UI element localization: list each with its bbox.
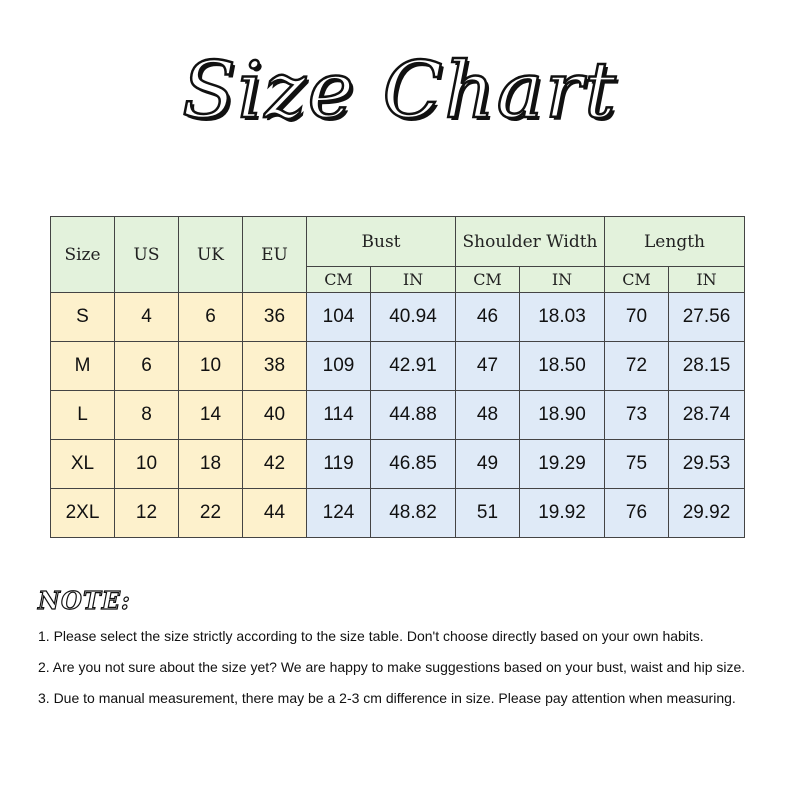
cell-shoulder-cm: 48 xyxy=(456,391,520,440)
header-shoulder-width: Shoulder Width xyxy=(456,217,605,267)
cell-us: 12 xyxy=(115,489,179,538)
cell-shoulder-cm: 47 xyxy=(456,342,520,391)
cell-uk: 10 xyxy=(179,342,243,391)
cell-size: M xyxy=(51,342,115,391)
cell-us: 6 xyxy=(115,342,179,391)
cell-length-in: 29.92 xyxy=(669,489,745,538)
header-bust-in: IN xyxy=(371,267,456,293)
cell-length-cm: 76 xyxy=(605,489,669,538)
cell-size: L xyxy=(51,391,115,440)
cell-bust-in: 44.88 xyxy=(371,391,456,440)
table-row xyxy=(51,342,745,391)
header-length-in: IN xyxy=(669,267,745,293)
cell-shoulder-in: 18.50 xyxy=(520,342,605,391)
cell-shoulder-in: 19.92 xyxy=(520,489,605,538)
cell-length-in: 27.56 xyxy=(669,293,745,342)
cell-eu: 36 xyxy=(243,293,307,342)
header-shoulder-cm: CM xyxy=(456,267,520,293)
cell-us: 10 xyxy=(115,440,179,489)
cell-bust-in: 48.82 xyxy=(371,489,456,538)
cell-bust-cm: 109 xyxy=(307,342,371,391)
header-length: Length xyxy=(605,217,745,267)
cell-length-in: 28.74 xyxy=(669,391,745,440)
header-us: US xyxy=(115,217,179,293)
cell-uk: 22 xyxy=(179,489,243,538)
cell-uk: 14 xyxy=(179,391,243,440)
header-length-cm: CM xyxy=(605,267,669,293)
cell-eu: 38 xyxy=(243,342,307,391)
header-shoulder-in: IN xyxy=(520,267,605,293)
page-title: Size Chart xyxy=(182,46,618,136)
cell-size: XL xyxy=(51,440,115,489)
table-row xyxy=(51,391,745,440)
cell-length-in: 29.53 xyxy=(669,440,745,489)
cell-length-in: 28.15 xyxy=(669,342,745,391)
note-item: 1. Please select the size strictly according to the size table. Don't choose directly based on your own habits. xyxy=(38,628,704,644)
cell-length-cm: 70 xyxy=(605,293,669,342)
header-uk: UK xyxy=(179,217,243,293)
header-bust-cm: CM xyxy=(307,267,371,293)
cell-size: 2XL xyxy=(51,489,115,538)
cell-bust-in: 46.85 xyxy=(371,440,456,489)
cell-bust-cm: 124 xyxy=(307,489,371,538)
cell-shoulder-in: 18.90 xyxy=(520,391,605,440)
cell-us: 8 xyxy=(115,391,179,440)
table-row xyxy=(51,440,745,489)
header-bust: Bust xyxy=(307,217,456,267)
cell-length-cm: 73 xyxy=(605,391,669,440)
cell-shoulder-cm: 46 xyxy=(456,293,520,342)
cell-size: S xyxy=(51,293,115,342)
cell-shoulder-in: 18.03 xyxy=(520,293,605,342)
cell-eu: 42 xyxy=(243,440,307,489)
size-table xyxy=(50,216,745,538)
cell-length-cm: 72 xyxy=(605,342,669,391)
cell-uk: 18 xyxy=(179,440,243,489)
note-item: 2. Are you not sure about the size yet? We are happy to make suggestions based on your bust, waist and hip size. xyxy=(38,659,746,675)
cell-eu: 40 xyxy=(243,391,307,440)
cell-us: 4 xyxy=(115,293,179,342)
table-row xyxy=(51,293,745,342)
header-eu: EU xyxy=(243,217,307,293)
cell-length-cm: 75 xyxy=(605,440,669,489)
cell-shoulder-cm: 49 xyxy=(456,440,520,489)
cell-bust-cm: 104 xyxy=(307,293,371,342)
cell-shoulder-in: 19.29 xyxy=(520,440,605,489)
header-size: Size xyxy=(51,217,115,293)
note-list xyxy=(38,626,778,719)
cell-uk: 6 xyxy=(179,293,243,342)
cell-bust-in: 40.94 xyxy=(371,293,456,342)
table-row xyxy=(51,489,745,538)
cell-bust-cm: 114 xyxy=(307,391,371,440)
note-heading: NOTE: xyxy=(38,586,131,615)
cell-bust-cm: 119 xyxy=(307,440,371,489)
note-item: 3. Due to manual measurement, there may be a 2-3 cm difference in size. Please pay attention when measuring. xyxy=(38,690,736,706)
cell-eu: 44 xyxy=(243,489,307,538)
cell-bust-in: 42.91 xyxy=(371,342,456,391)
cell-shoulder-cm: 51 xyxy=(456,489,520,538)
